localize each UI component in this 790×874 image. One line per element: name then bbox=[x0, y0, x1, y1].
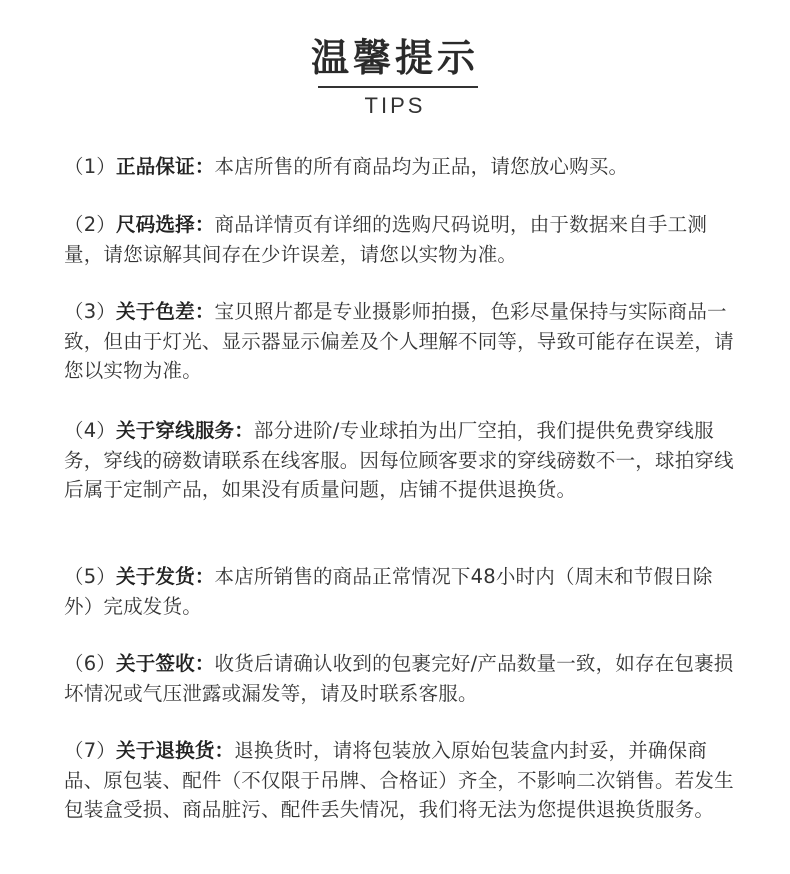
notice-text: 商品详情页有详细的选购尺码说明，由于数据来自手工测量，请您谅解其间存在少许误差，请您以实物为准。 bbox=[64, 213, 708, 266]
notice-text: 部分进阶/专业球拍为出厂空拍，我们提供免费穿线服务，穿线的磅数请联系在线客服。因每位顾客要求的穿线磅数不一，球拍穿线后属于定制产品，如果没有质量问题，店铺不提供退换货。 bbox=[64, 419, 734, 501]
notice-number: （7） bbox=[64, 739, 117, 762]
notice-item-receipt bbox=[64, 649, 734, 708]
notice-number: （3） bbox=[64, 300, 117, 323]
notice-text: 宝贝照片都是专业摄影师拍摄，色彩尽量保持与实际商品一致，但由于灯光、显示器显示偏差及个人理解不同等，导致可能存在误差，请您以实物为准。 bbox=[64, 300, 734, 382]
notice-item-color-difference bbox=[64, 297, 734, 386]
notice-label: 正品保证： bbox=[116, 155, 215, 178]
notice-label: 关于穿线服务： bbox=[116, 419, 254, 442]
notice-number: （6） bbox=[64, 652, 117, 675]
notice-label: 尺码选择： bbox=[116, 213, 215, 236]
notice-label: 关于退换货： bbox=[116, 739, 235, 762]
notice-item-authenticity bbox=[64, 152, 734, 182]
notice-item-stringing-service bbox=[64, 416, 734, 505]
notice-text: 退换货时，请将包装放入原始包装盒内封妥，并确保商品、原包装、配件（不仅限于吊牌、合格证）齐全，不影响二次销售。若发生包装盒受损、商品脏污、配件丢失情况，我们将无法为您提供退换货服务。 bbox=[64, 739, 734, 821]
notice-text: 本店所销售的商品正常情况下48小时内（周末和节假日除外）完成发货。 bbox=[64, 565, 713, 618]
notice-number: （5） bbox=[64, 565, 117, 588]
notice-item-shipping bbox=[64, 562, 734, 621]
notice-item-sizing bbox=[64, 210, 734, 269]
notice-number: （1） bbox=[64, 155, 117, 178]
notice-label: 关于签收： bbox=[116, 652, 215, 675]
notice-number: （2） bbox=[64, 213, 117, 236]
notice-number: （4） bbox=[64, 419, 117, 442]
page-title: 温馨提示 bbox=[310, 36, 479, 80]
notice-text: 收货后请确认收到的包裹完好/产品数量一致，如存在包裹损坏情况或气压泄露或漏发等，请及时联系客服。 bbox=[64, 652, 734, 705]
notice-label: 关于发货： bbox=[116, 565, 215, 588]
notice-item-returns bbox=[64, 736, 734, 825]
notice-label: 关于色差： bbox=[116, 300, 215, 323]
title-divider bbox=[318, 86, 478, 88]
notice-text: 本店所售的所有商品均为正品，请您放心购买。 bbox=[214, 155, 629, 178]
page-subtitle: TIPS bbox=[364, 93, 426, 118]
